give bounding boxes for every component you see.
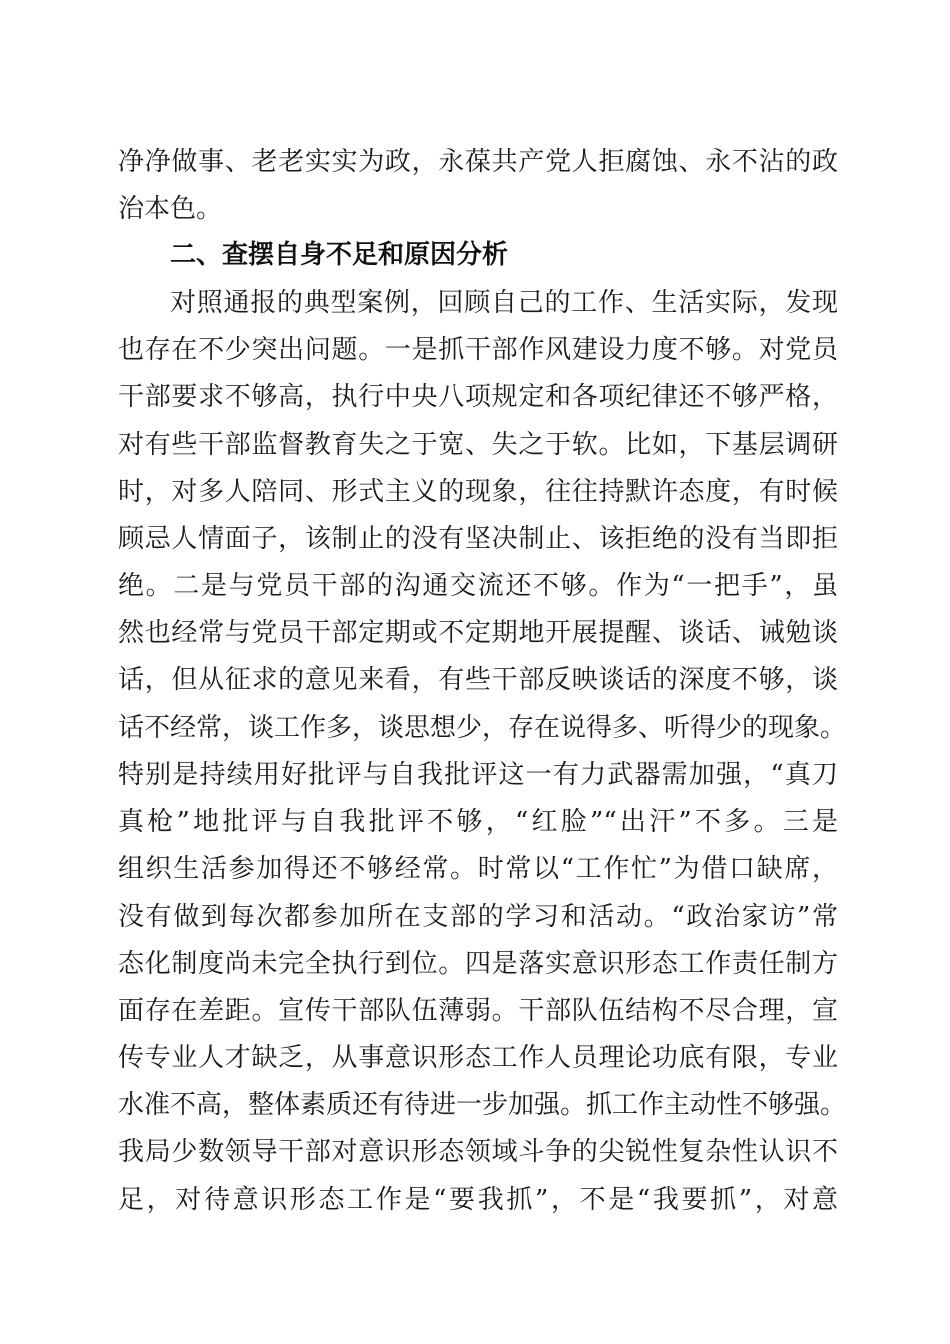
body-line-12: 真枪”地批评与自我批评不够，“红脸”“出汗”不多。三是 [118, 807, 838, 837]
body-line-1: 对照通报的典型案例，回顾自己的工作、生活实际，发现 [170, 288, 838, 318]
body-line-11: 特别是持续用好批评与自我批评这一有力武器需加强，“真刀 [118, 760, 838, 790]
body-line-18: 水准不高，整体素质还有待进一步加强。抓工作主动性不够强。 [118, 1090, 847, 1120]
intro-line-1: 净净做事、老老实实为政，永葆共产党人拒腐蚀、永不沾的政 [118, 147, 838, 177]
body-line-10: 话不经常，谈工作多，谈思想少，存在说得多、听得少的现象。 [118, 713, 847, 743]
body-line-20: 足，对待意识形态工作是“要我抓”，不是“我要抓”，对意 [118, 1185, 838, 1215]
body-line-19: 我局少数领导干部对意识形态领域斗争的尖锐性复杂性认识不 [118, 1137, 838, 1167]
body-line-5: 时，对多人陪同、形式主义的现象，往往持默许态度，有时候 [118, 477, 838, 507]
body-line-9: 话，但从征求的意见来看，有些干部反映谈话的深度不够，谈 [118, 665, 838, 695]
body-line-4: 对有些干部监督教育失之于宽、失之于软。比如，下基层调研 [118, 430, 838, 460]
body-line-17: 传专业人才缺乏，从事意识形态工作人员理论功底有限，专业 [118, 1043, 838, 1073]
body-line-6: 顾忌人情面子，该制止的没有坚决制止、该拒绝的没有当即拒 [118, 524, 838, 554]
body-line-15: 态化制度尚未完全执行到位。四是落实意识形态工作责任制方 [118, 949, 838, 979]
body-line-7: 绝。二是与党员干部的沟通交流还不够。作为“一把手”，虽 [118, 571, 838, 601]
intro-line-2: 治本色。 [118, 194, 223, 224]
body-line-3: 干部要求不够高，执行中央八项规定和各项纪律还不够严格， [118, 382, 838, 412]
body-line-2: 也存在不少突出问题。一是抓干部作风建设力度不够。对党员 [118, 335, 838, 365]
body-line-14: 没有做到每次都参加所在支部的学习和活动。“政治家访”常 [118, 902, 838, 932]
section-heading: 二、查摆自身不足和原因分析 [170, 240, 509, 270]
body-line-16: 面存在差距。宣传干部队伍薄弱。干部队伍结构不尽合理，宣 [118, 996, 838, 1026]
body-line-8: 然也经常与党员干部定期或不定期地开展提醒、谈话、诫勉谈 [118, 618, 838, 648]
body-line-13: 组织生活参加得还不够经常。时常以“工作忙”为借口缺席， [118, 854, 838, 884]
